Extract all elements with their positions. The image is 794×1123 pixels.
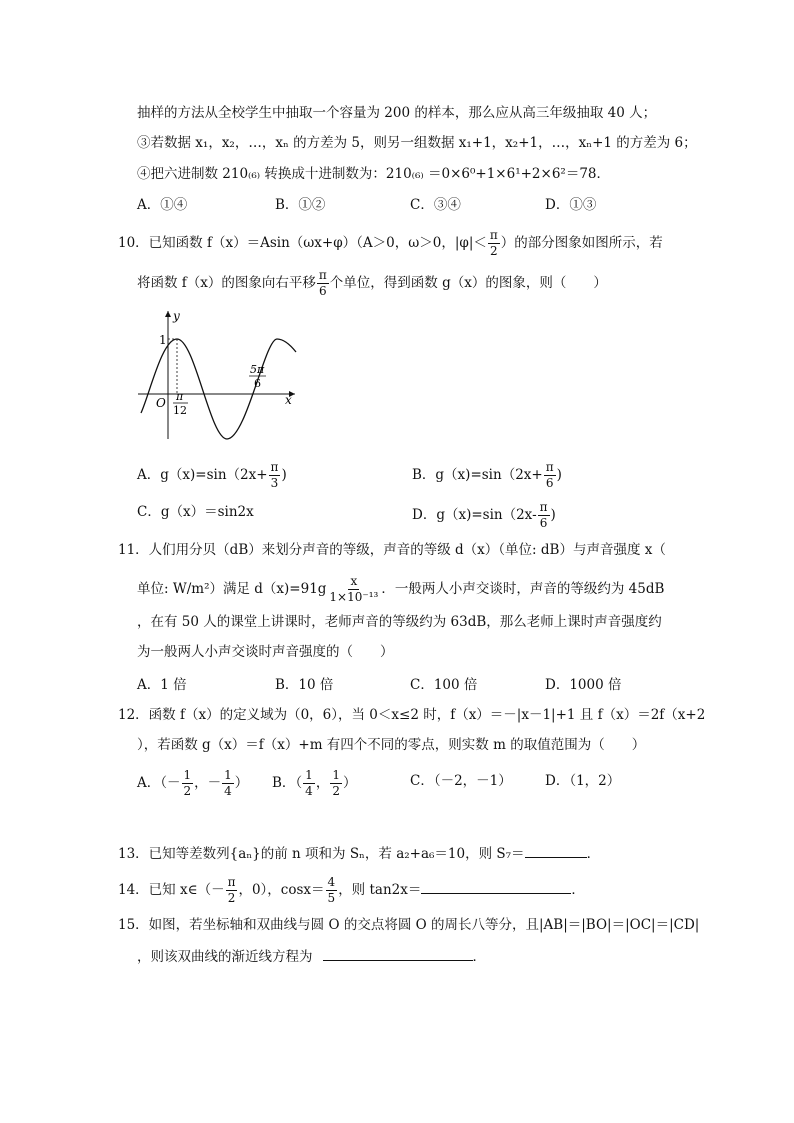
- q9-option-d: D．①③: [545, 197, 597, 213]
- q12-line1: 12．函数 f（x）的定义域为（0，6），当 0＜x≤2 时，f（x）＝－|x－1|+1 且 f（x）＝2f（x+2: [118, 707, 706, 723]
- q10-option-d-den: 6: [539, 516, 548, 530]
- q15-line1: 15．如图，若坐标轴和双曲线与圆 O 的交点将圆 O 的周长八等分，且|AB|＝|BO|＝|OC|＝|CD|: [118, 917, 700, 933]
- q10-line2-fraction: [317, 268, 329, 299]
- q10-line2-frac-den: 6: [319, 284, 327, 298]
- sine-curve: [141, 339, 296, 439]
- q14-answer-blank[interactable]: [421, 879, 571, 894]
- q10-option-b-prefix: B．g（x)=sin（2x+: [412, 467, 543, 483]
- q12-option-a-mid: ，－: [194, 775, 222, 791]
- q9-option-a: A．①④: [137, 197, 188, 213]
- q10-line2-text-a: 将函数 f（x）的图象向右平移: [137, 275, 316, 291]
- q11-option-d: D．1000 倍: [545, 677, 622, 693]
- q10-line1: [118, 228, 663, 259]
- q12-option-b-prefix: B．（: [272, 775, 303, 791]
- q15-answer-blank[interactable]: [323, 946, 473, 961]
- q11-line2-text-a: 单位: W/m²）满足 d（x)=91g: [137, 581, 327, 597]
- q10-option-a-suffix: ): [281, 467, 287, 483]
- q10-option-b: [412, 460, 562, 491]
- q12-option-a-n1: 1: [183, 768, 192, 782]
- q14-frac2-den: 5: [327, 891, 336, 905]
- q12-option-b-d2: 2: [332, 784, 340, 798]
- q10-option-a-prefix: A．g（x)=sin（2x+: [137, 467, 268, 483]
- q12-option-b: [272, 768, 356, 799]
- q10-line1-text-b: ）的部分图象如图所示，若: [500, 235, 663, 251]
- q12-option-a-d1: 2: [183, 784, 192, 798]
- q11-line2-frac-den: 1×10⁻¹³: [329, 590, 379, 604]
- q12-option-b-frac2: [330, 768, 342, 799]
- q12-option-a: [137, 768, 248, 799]
- x-axis-label: x: [285, 393, 292, 407]
- q14-text-c: ，则 tan2x＝: [338, 882, 422, 898]
- q12-option-d: D．（1，2）: [545, 773, 621, 789]
- q14-frac2-num: 4: [327, 875, 336, 889]
- q11-line2-fraction: [327, 574, 380, 605]
- q10-line1-fraction: [488, 228, 500, 259]
- q15-line2: [137, 946, 486, 967]
- zero-x-num: 5π: [250, 363, 265, 376]
- q10-option-b-num: π: [545, 460, 554, 474]
- zero-x-den: 6: [254, 377, 261, 390]
- q11-line2-text-b: ．一般两人小声交谈时，声音的等级约为 45dB: [381, 581, 665, 597]
- q10-option-d-fraction: [538, 500, 550, 531]
- q10-option-b-suffix: ): [556, 467, 562, 483]
- q13-answer-blank[interactable]: [525, 843, 587, 858]
- q14-text-a: 14．已知 x∈（－: [118, 882, 225, 898]
- q11-line3: ，在有 50 人的课堂上讲课时，老师声音的等级约为 63dB，那么老师上课时声音强度约: [137, 614, 662, 630]
- q10-line1-text-a: 10．已知函数 f（x）＝Asin（ωx+φ）（A＞0，ω＞0，|φ|＜: [118, 235, 487, 251]
- q12-option-b-frac1: [303, 768, 315, 799]
- q14-text-b: ，0），cosx＝: [238, 882, 325, 898]
- q10-option-a-den: 3: [270, 476, 279, 490]
- y-axis-arrow-icon: [165, 311, 171, 317]
- q12-option-b-d1: 4: [305, 784, 313, 798]
- origin-label: O: [156, 396, 166, 410]
- q12-option-a-n2: 1: [224, 768, 232, 782]
- q10-line2-frac-num: π: [318, 268, 327, 282]
- q13-text-b: ．: [586, 846, 601, 862]
- q14-frac1-num: π: [227, 875, 236, 889]
- q14-text-d: ．: [571, 882, 585, 898]
- q9-line1: 抽样的方法从全校学生中抽取一个容量为 200 的样本，那么应从高三年级抽取 40 人；: [137, 105, 657, 121]
- q10-option-a-fraction: [269, 460, 281, 491]
- q9-line2: ③若数据 x₁，x₂，…，xₙ 的方差为 5，则另一组数据 x₁+1，x₂+1，…，xₙ+1 的方差为 6；: [137, 135, 697, 151]
- q12-option-b-mid: ，: [315, 775, 330, 791]
- q11-option-c: C．100 倍: [410, 677, 478, 693]
- q14-line: [118, 875, 585, 906]
- q10-line1-frac-num: π: [489, 228, 498, 242]
- q12-option-a-frac1: [182, 768, 194, 799]
- q12-option-b-n2: 1: [332, 768, 340, 782]
- peak-x-den: 12: [173, 404, 187, 417]
- q12-option-a-prefix: A．（－: [137, 775, 181, 791]
- q15-text-a: ，则该双曲线的渐近线方程为: [137, 949, 313, 965]
- q10-option-b-den: 6: [545, 476, 554, 490]
- q10-option-d-num: π: [539, 500, 548, 514]
- q10-option-d-prefix: D．g（x)=sin（2x-: [412, 507, 537, 523]
- q10-option-b-fraction: [544, 460, 556, 491]
- q9-option-b: B．①②: [275, 197, 326, 213]
- peak-value-label: 1: [159, 333, 167, 347]
- peak-x-num: π: [176, 390, 184, 403]
- q10-option-c: C．g（x）＝sin2x: [137, 504, 254, 520]
- q12-option-c: C．（－2，－1）: [410, 773, 512, 789]
- sine-graph: [130, 305, 305, 445]
- y-axis-label: y: [173, 309, 180, 323]
- q12-line2: ），若函数 g（x）＝f（x）+m 有四个不同的零点，则实数 m 的取值范围为（ ）: [137, 737, 646, 753]
- q11-option-b: B．10 倍: [275, 677, 334, 693]
- q12-option-b-n1: 1: [305, 768, 313, 782]
- q11-line1: 11．人们用分贝（dB）来划分声音的等级，声音的等级 d（x）（单位: dB）与声音强度 x（: [118, 542, 666, 558]
- q11-line2-frac-num: x: [350, 574, 358, 588]
- q10-line1-frac-den: 2: [490, 244, 498, 258]
- q10-option-d: [412, 500, 556, 531]
- q10-option-a: [137, 460, 287, 491]
- q12-option-a-suffix: ）: [234, 775, 249, 791]
- q9-line3: ④把六进制数 210₍₆₎ 转换成十进制数为：210₍₆₎ ＝0×6⁰+1×6¹+2×6²＝78．: [137, 166, 611, 182]
- q10-line2: [137, 268, 607, 299]
- q13-line: [118, 843, 600, 864]
- q12-option-a-frac2: [222, 768, 234, 799]
- q15-text-b: ．: [472, 949, 486, 965]
- q12-option-a-d2: 4: [224, 784, 232, 798]
- q11-line2: [137, 574, 664, 605]
- q10-line2-text-b: 个单位，得到函数 g（x）的图象，则（ ）: [329, 275, 607, 291]
- q10-option-a-num: π: [270, 460, 279, 474]
- q14-frac1-den: 2: [227, 891, 236, 905]
- q11-option-a: A．1 倍: [137, 677, 187, 693]
- q14-fraction-2: [326, 875, 338, 906]
- q9-option-c: C．③④: [410, 197, 461, 213]
- q10-option-d-suffix: ): [550, 507, 556, 523]
- q13-text-a: 13．已知等差数列{aₙ}的前 n 项和为 Sₙ，若 a₂+a₆＝10，则 S₇＝: [118, 846, 525, 862]
- q14-fraction-1: [226, 875, 238, 906]
- q11-line4: 为一般两人小声交谈时声音强度的（ ）: [137, 644, 394, 660]
- q12-option-b-suffix: ）: [342, 775, 357, 791]
